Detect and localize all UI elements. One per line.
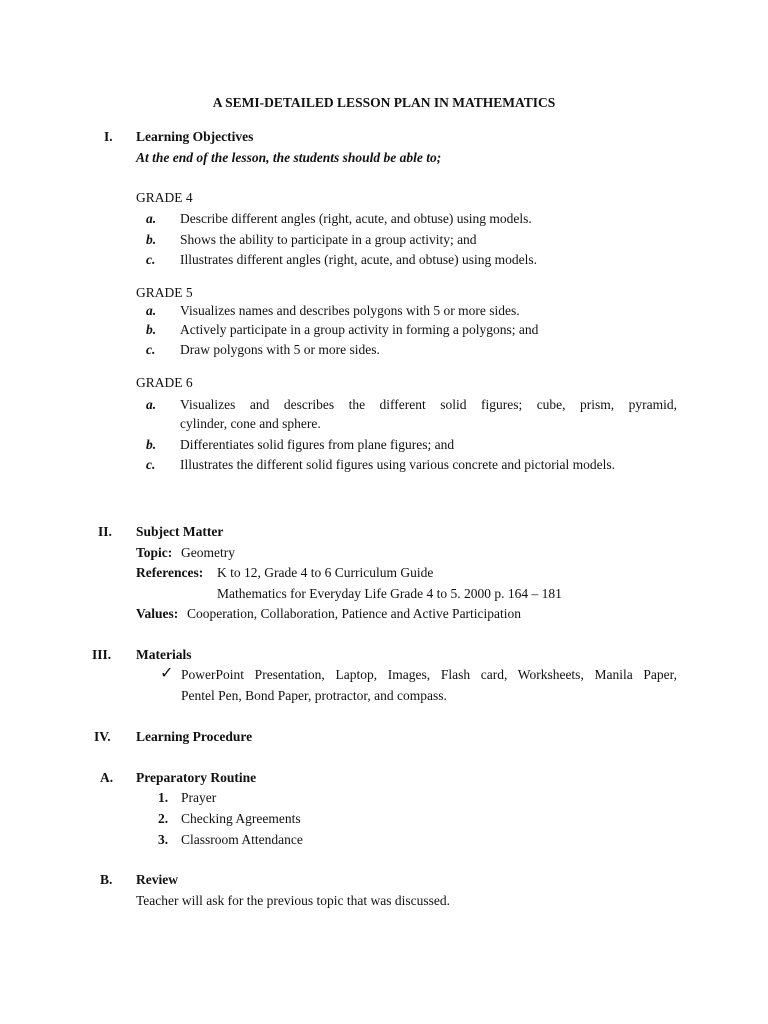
grade-6-item-a-text-line1: Visualizes and describes the different solid figures; cube, prism, pyramid, (180, 397, 677, 412)
references-label: References: (136, 565, 204, 580)
values-value: Cooperation, Collaboration, Patience and Active Participation (187, 606, 522, 621)
grade-5-item-c-text: Draw polygons with 5 or more sides. (180, 342, 380, 357)
materials-line-1: PowerPoint Presentation, Laptop, Images, Flash card, Worksheets, Manila Paper, (181, 667, 677, 682)
grade-5-label: GRADE 5 (136, 285, 193, 300)
references-line-1: K to 12, Grade 4 to 6 Curriculum Guide (217, 565, 434, 580)
section-1-numeral: I. (104, 129, 113, 144)
review-text: Teacher will ask for the previous topic that was discussed. (136, 893, 450, 908)
grade-6-item-a-text-line2: cylinder, cone and sphere. (180, 416, 321, 431)
section-1-heading: Learning Objectives (136, 129, 254, 144)
routine-item-2-number: 2. (158, 811, 169, 826)
routine-item-3-number: 3. (158, 832, 169, 847)
routine-item-3-text: Classroom Attendance (181, 832, 303, 847)
grade-4-item-c-letter: c. (146, 252, 156, 267)
section-b-heading: Review (136, 872, 178, 887)
section-4-heading: Learning Procedure (136, 729, 253, 744)
grade-4-item-a-letter: a. (146, 211, 157, 226)
materials-line-2: Pentel Pen, Bond Paper, protractor, and compass. (181, 688, 447, 703)
grade-4-item-a-text: Describe different angles (right, acute, and obtuse) using models. (180, 211, 532, 226)
section-4-numeral: IV. (94, 729, 111, 744)
checkmark-icon: ✓ (160, 665, 174, 682)
values-label: Values: (136, 606, 179, 621)
routine-item-2-text: Checking Agreements (181, 811, 301, 826)
grade-6-item-b-text: Differentiates solid figures from plane figures; and (180, 437, 455, 452)
section-2-numeral: II. (98, 524, 112, 539)
grade-6-item-a-letter: a. (146, 397, 157, 412)
grade-5-item-a-letter: a. (146, 303, 157, 318)
routine-item-1-number: 1. (158, 790, 169, 805)
grade-4-item-b-text: Shows the ability to participate in a group activity; and (180, 232, 477, 247)
grade-4-item-c-text: Illustrates different angles (right, acute, and obtuse) using models. (180, 252, 538, 267)
section-a-heading: Preparatory Routine (136, 770, 257, 785)
grade-5-item-b-text: Actively participate in a group activity in forming a polygons; and (180, 322, 539, 337)
page-title: A SEMI-DETAILED LESSON PLAN IN MATHEMATICS (212, 95, 556, 110)
grade-5-item-c-letter: c. (146, 342, 156, 357)
grade-5-item-b-letter: b. (146, 322, 157, 337)
routine-item-1-text: Prayer (181, 790, 217, 805)
references-line-2: Mathematics for Everyday Life Grade 4 to 5. 2000 p. 164 – 181 (217, 586, 562, 601)
grade-6-item-c-text: Illustrates the different solid figures using various concrete and pictorial models. (180, 457, 616, 472)
section-2-heading: Subject Matter (136, 524, 224, 539)
topic-label: Topic: (136, 545, 173, 560)
grade-6-item-b-letter: b. (146, 437, 157, 452)
section-3-numeral: III. (92, 647, 112, 662)
section-b-letter: B. (100, 872, 113, 887)
grade-5-item-a-text: Visualizes names and describes polygons with 5 or more sides. (180, 303, 520, 318)
section-3-heading: Materials (136, 647, 192, 662)
topic-value: Geometry (181, 545, 235, 560)
grade-6-item-c-letter: c. (146, 457, 156, 472)
grade-4-item-b-letter: b. (146, 232, 157, 247)
grade-6-label: GRADE 6 (136, 375, 193, 390)
grade-4-label: GRADE 4 (136, 190, 193, 205)
objectives-intro: At the end of the lesson, the students should be able to; (136, 150, 442, 165)
section-a-letter: A. (100, 770, 114, 785)
